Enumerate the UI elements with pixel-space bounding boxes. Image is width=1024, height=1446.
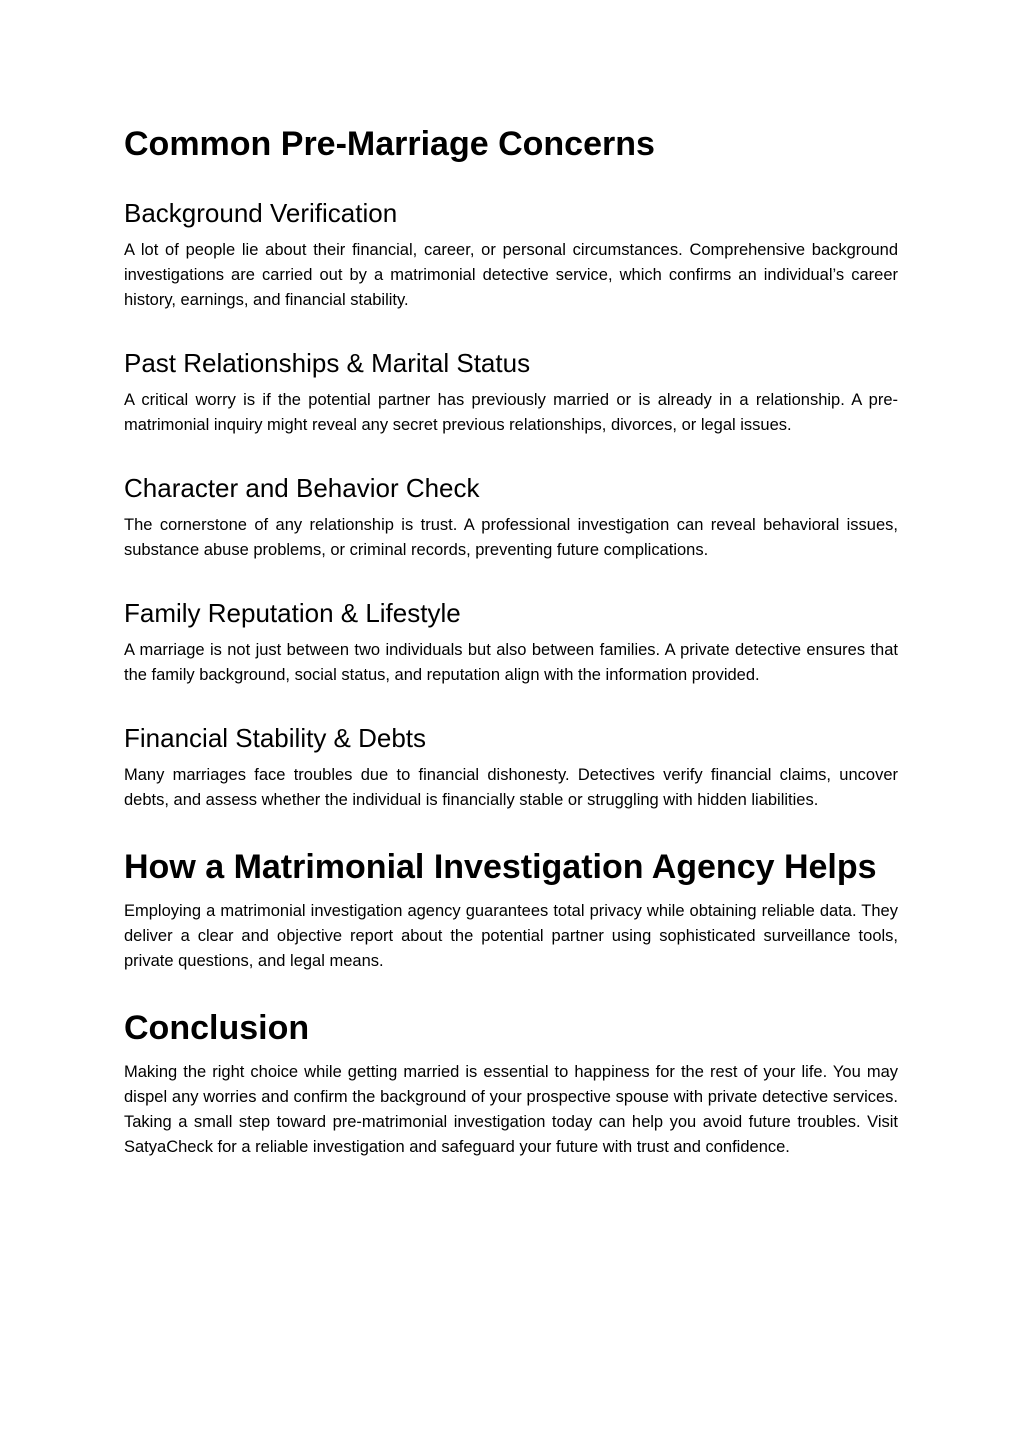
subsection-body: A lot of people lie about their financial, career, or personal circumstances. Comprehensive background investigations are carried out by a matrimonial detective service, which confirms an individual’s career history, earnings, and financial stability.: [124, 241, 898, 309]
conclusion-body: Making the right choice while getting married is essential to happiness for the rest of your life. You may dispel any worries and confirm the background of your prospective spouse with private detective services. Taking a small step toward pre-matrimonial investigation today can help you avoid future troubles. Visit SatyaCheck for a reliable investigation and safeguard your future with trust and confidence.: [124, 1063, 898, 1156]
section-heading-agency: How a Matrimonial Investigation Agency Helps: [124, 848, 877, 886]
subsection-past-relationships: [124, 346, 898, 438]
subsection-body: Many marriages face troubles due to financial dishonesty. Detectives verify financial claims, uncover debts, and assess whether the individual is financially stable or struggling with hidden liabilities.: [124, 766, 898, 809]
subsection-heading: Character and Behavior Check: [124, 473, 480, 503]
subsection-heading: Past Relationships & Marital Status: [124, 348, 531, 378]
section-heading-conclusion: Conclusion: [124, 1009, 310, 1047]
section-heading-concerns: Common Pre-Marriage Concerns: [124, 125, 655, 163]
subsection-body: A marriage is not just between two individuals but also between families. A private detective ensures that the family background, social status, and reputation align with the information provided.: [124, 641, 898, 684]
subsection-heading: Financial Stability & Debts: [124, 723, 427, 753]
subsection-family-reputation: [124, 596, 898, 688]
subsection-heading: Family Reputation & Lifestyle: [124, 598, 461, 628]
subsection-background-verification: [124, 196, 898, 313]
subsection-body: The cornerstone of any relationship is trust. A professional investigation can reveal behavioral issues, substance abuse problems, or criminal records, preventing future complications.: [124, 516, 898, 559]
agency-body: Employing a matrimonial investigation agency guarantees total privacy while obtaining reliable data. They deliver a clear and objective report about the potential partner using sophisticated surveillance tools, private questions, and legal means.: [124, 902, 898, 970]
subsection-heading: Background Verification: [124, 198, 398, 228]
subsection-character-behavior: [124, 471, 898, 563]
subsection-financial-stability: [124, 721, 898, 813]
subsection-body: A critical worry is if the potential partner has previously married or is already in a relationship. A pre-matrimonial inquiry might reveal any secret previous relationships, divorces, or legal issues.: [124, 391, 898, 434]
